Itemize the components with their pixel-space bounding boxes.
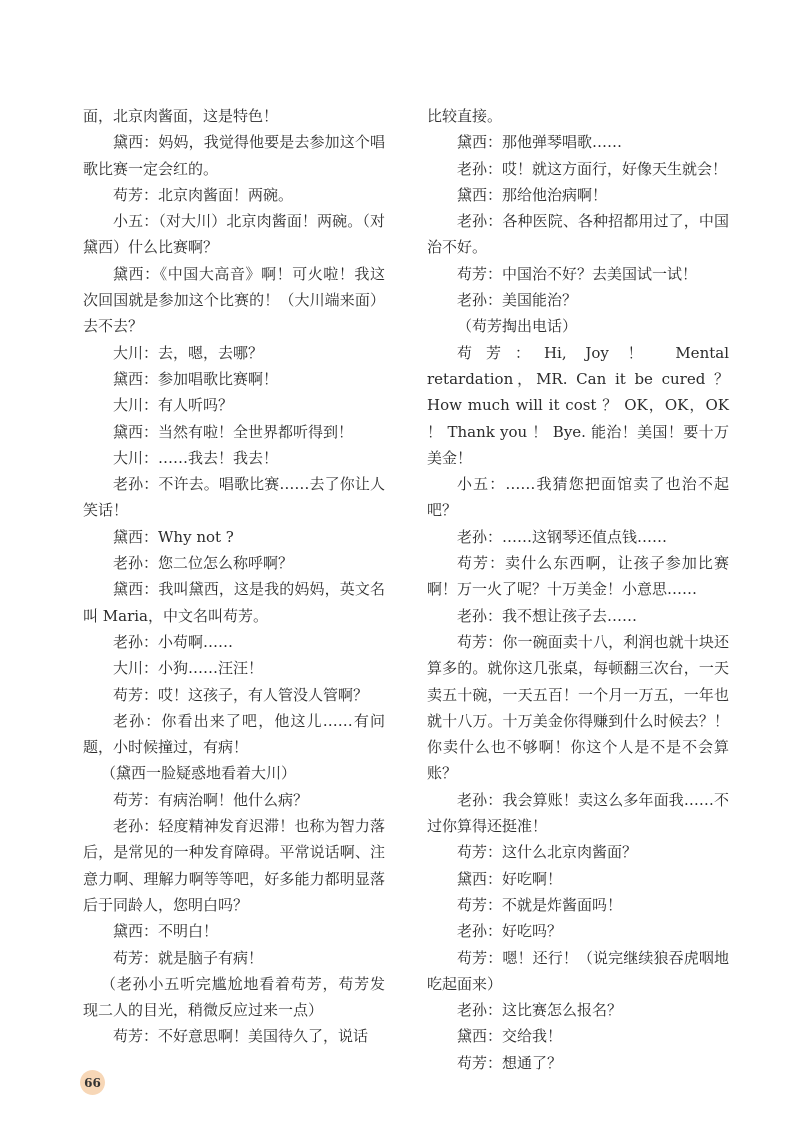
- dialogue-paragraph: 黛西：当然有啦！全世界都听得到！: [113, 422, 354, 441]
- dialogue-paragraph: 老孙：哎！就这方面行，好像天生就会！: [457, 159, 728, 178]
- dialogue-paragraph: 苟芳：中国治不好？去美国试一试！: [457, 264, 698, 283]
- dialogue-paragraph: 苟芳：北京肉酱面！两碗。: [113, 185, 294, 204]
- dialogue-paragraph: 苟芳：不好意思啊！美国待久了，说话: [113, 1027, 369, 1046]
- dialogue-paragraph: 大川：……我去！我去！: [113, 448, 279, 467]
- dialogue-paragraph: （老孙小五听完尴尬地看着苟芳，苟芳发现二人的目光，稍微反应过来一点）: [83, 974, 385, 1020]
- dialogue-paragraph: 比较直接。: [427, 107, 503, 125]
- dialogue-paragraph: 黛西：《中国大高音》啊！可火啦！我这次回国就是参加这个比赛的！（大川端来面）去不去？: [83, 264, 385, 336]
- page-number: 66: [80, 1070, 105, 1095]
- dialogue-paragraph: 黛西：那给他治病啊！: [457, 185, 608, 204]
- dialogue-paragraph: 老孙：好吃吗？: [457, 922, 563, 941]
- dialogue-paragraph: （黛西一脸疑惑地看着大川）: [101, 764, 297, 783]
- dialogue-paragraph: 黛西：Why not ?: [113, 527, 234, 546]
- dialogue-paragraph: 老孙：你看出来了吧，他这儿……有问题，小时候撞过，有病！: [83, 711, 385, 757]
- dialogue-paragraph: 大川：去，嗯，去哪？: [113, 343, 264, 362]
- dialogue-paragraph: 老孙：您二位怎么称呼啊？: [113, 554, 294, 573]
- dialogue-paragraph: 老孙：这比赛怎么报名？: [457, 1001, 623, 1020]
- dialogue-paragraph: 黛西：参加唱歌比赛啊！: [113, 369, 279, 388]
- dialogue-paragraph: 黛西：好吃啊！: [457, 869, 563, 888]
- dialogue-paragraph: 老孙：……这钢琴还值点钱……: [457, 527, 668, 546]
- dialogue-paragraph: 老孙：各种医院、各种招都用过了，中国治不好。: [427, 212, 729, 257]
- dialogue-paragraph: 老孙：小苟啊……: [113, 632, 234, 651]
- left-column: [83, 103, 385, 1050]
- dialogue-paragraph: 苟芳：这什么北京肉酱面？: [457, 843, 638, 862]
- dialogue-paragraph: （苟芳掏出电话）: [457, 317, 578, 336]
- dialogue-paragraph: 小五：……我猜您把面馆卖了也治不起吧？: [427, 475, 729, 520]
- dialogue-paragraph: 黛西：交给我！: [457, 1027, 563, 1046]
- dialogue-paragraph: 苟芳：就是脑子有病！: [113, 948, 264, 967]
- right-column: [427, 103, 729, 1076]
- dialogue-paragraph: 老孙：轻度精神发育迟滞！也称为智力落后，是常见的一种发育障碍。平常说话啊、注意力啊、理解力啊等等吧，好多能力都明显落后于同龄人，您明白吗？: [83, 817, 385, 914]
- dialogue-paragraph: 面，北京肉酱面，这是特色！: [83, 107, 279, 125]
- dialogue-paragraph: 大川：有人听吗？: [113, 396, 234, 415]
- dialogue-paragraph: 小五：（对大川）北京肉酱面！两碗。（对黛西）什么比赛啊？: [83, 212, 385, 257]
- dialogue-paragraph: 苟芳：嗯！还行！（说完继续狼吞虎咽地吃起面来）: [427, 948, 729, 993]
- dialogue-paragraph: 苟芳：想通了？: [457, 1053, 563, 1072]
- dialogue-paragraph: 苟芳：Hi, Joy ！ Mental retardation，MR. Can it be cured ？ How much will it cost ？ OK，OK，OK ！ Thank you ！ Bye. 能治！美国！要十万美金！: [427, 343, 729, 467]
- dialogue-paragraph: 苟芳：哎！这孩子，有人管没人管啊？: [113, 685, 369, 704]
- dialogue-paragraph: 老孙：不许去。唱歌比赛……去了你让人笑话！: [83, 475, 385, 520]
- dialogue-paragraph: 苟芳：不就是炸酱面吗！: [457, 895, 623, 914]
- dialogue-paragraph: 黛西：妈妈，我觉得他要是去参加这个唱歌比赛一定会红的。: [83, 133, 385, 178]
- dialogue-paragraph: 苟芳：卖什么东西啊，让孩子参加比赛啊！万一火了呢？十万美金！小意思……: [427, 554, 729, 599]
- dialogue-paragraph: 苟芳：有病治啊！他什么病？: [113, 790, 309, 809]
- dialogue-paragraph: 老孙：美国能治？: [457, 291, 578, 310]
- dialogue-paragraph: 老孙：我不想让孩子去……: [457, 606, 638, 625]
- dialogue-paragraph: 苟芳：你一碗面卖十八，利润也就十块还算多的。就你这几张桌，每顿翻三次台，一天卖五十碗，一天五百！一个月一万五，一年也就十八万。十万美金你得赚到什么时候去？！你卖什么也不够啊！你这个人是不是不会算账？: [427, 632, 729, 783]
- dialogue-paragraph: 黛西：我叫黛西，这是我的妈妈，英文名叫 Maria，中文名叫苟芳。: [83, 580, 385, 625]
- dialogue-paragraph: 大川：小狗……汪汪！: [113, 659, 264, 678]
- dialogue-paragraph: 老孙：我会算账！卖这么多年面我……不过你算得还挺准！: [427, 790, 729, 836]
- dialogue-paragraph: 黛西：那他弹琴唱歌……: [457, 133, 623, 152]
- dialogue-paragraph: 黛西：不明白！: [113, 922, 219, 941]
